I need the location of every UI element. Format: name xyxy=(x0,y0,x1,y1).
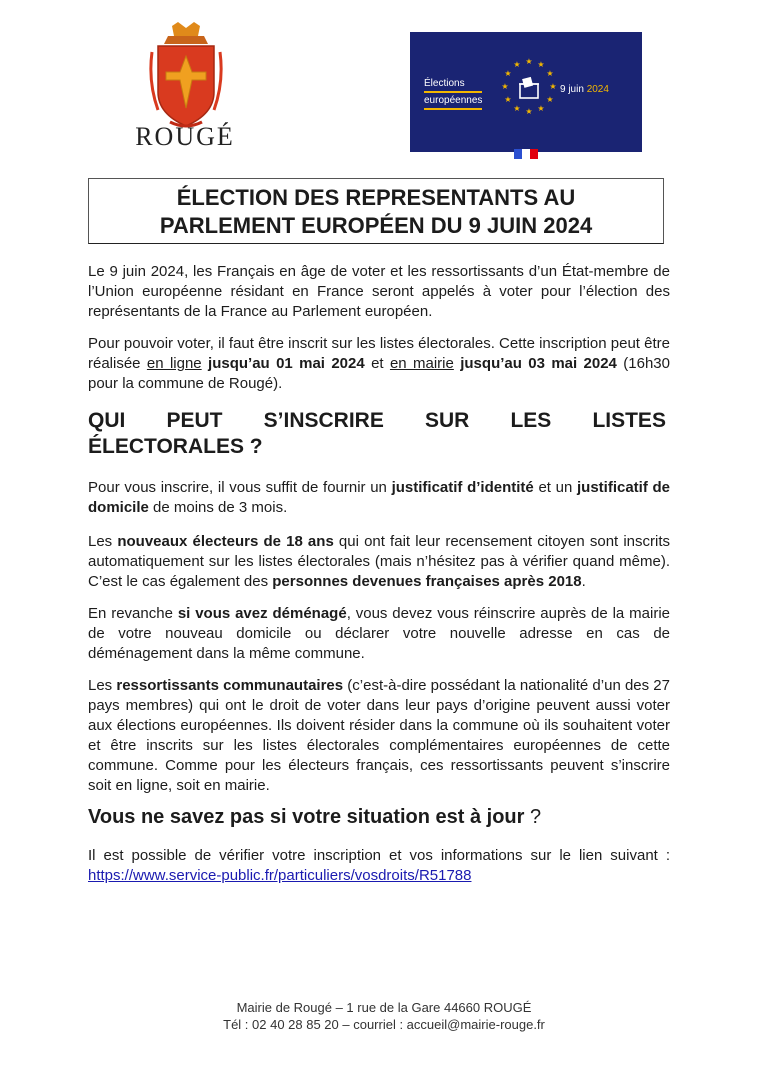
svg-text:★: ★ xyxy=(537,60,545,69)
rouge-coat-of-arms-logo xyxy=(148,22,224,132)
banner-elections-line2: européennes xyxy=(424,95,482,110)
justif-text-3: de moins de 3 mois. xyxy=(148,499,288,516)
new-voters-bold-2: personnes devenues françaises après 2018 xyxy=(272,573,582,590)
justif-text-1: Pour vous inscrire, il vous suffit de fournir un xyxy=(88,479,392,496)
footer-contact: Tél : 02 40 28 85 20 – courriel : accueil@mairie-rouge.fr xyxy=(223,1017,545,1032)
french-republic-flag-icon xyxy=(514,146,538,156)
banner-elections-line1: Élections xyxy=(424,78,482,93)
heading-who-line-1 xyxy=(88,408,666,434)
svg-text:★: ★ xyxy=(546,69,554,78)
eu-nationals-text-2: (c’est-à-dire possédant la nationalité d’un des 27 pays membres) qui ont le droit de voter dans leur pays d’origine peuvent aussi voter aux élections européennes. Ils doivent résider dans la commune où ils souhaitent voter et être inscrits sur les listes électorales complémentaires européennes de cette commune. Comme pour les électeurs français, ces ressortissants peuvent s’inscrire soit en ligne, soit en mairie. xyxy=(88,677,670,794)
verify-text: Il est possible de vérifier votre inscription et vos informations sur le lien suivant : xyxy=(88,847,670,864)
heading-word: SUR xyxy=(424,409,470,432)
svg-text:★: ★ xyxy=(546,95,554,104)
inscription-online-link[interactable]: en ligne xyxy=(146,355,202,372)
heading-word: LES xyxy=(510,409,552,432)
verify-paragraph xyxy=(88,846,670,886)
banner-elections-label xyxy=(424,78,482,112)
inscription-mairie-link[interactable]: en mairie xyxy=(389,355,454,372)
justif-text-2: et un xyxy=(533,479,577,496)
service-public-link[interactable]: https://www.service-public.fr/particuliers/vosdroits/R51788 xyxy=(88,867,472,884)
banner-date xyxy=(560,84,609,95)
new-voters-text-1: Les xyxy=(88,533,118,550)
heading-word: QUI xyxy=(88,409,126,432)
new-voters-text-3: . xyxy=(581,573,586,590)
heading-word: S’INSCRIRE xyxy=(263,409,384,432)
banner-date-day: 9 juin xyxy=(560,84,584,95)
new-voters-bold-1: nouveaux électeurs de 18 ans xyxy=(117,533,334,550)
heading-who-can-register xyxy=(88,408,666,460)
svg-text:★: ★ xyxy=(549,82,557,91)
justificatifs-paragraph xyxy=(88,478,670,518)
title-line-2: PARLEMENT EUROPÉEN DU 9 JUIN 2024 xyxy=(159,213,593,238)
svg-text:★: ★ xyxy=(525,107,533,116)
inscription-text-3: (16h30 pour la commune de Rougé). xyxy=(88,355,670,392)
moved-text-1: En revanche xyxy=(88,605,178,622)
svg-text:★: ★ xyxy=(513,60,521,69)
heading-check-status xyxy=(88,804,666,830)
eu-nationals-text-1: Les xyxy=(88,677,117,694)
footer-address: Mairie de Rougé – 1 rue de la Gare 44660 ROUGÉ xyxy=(236,1000,532,1015)
logo-town-name: ROUGÉ xyxy=(135,122,235,151)
heading-who-line-2: ÉLECTORALES ? xyxy=(88,435,263,458)
heading-check-text: Vous ne savez pas si votre situation est à jour xyxy=(88,806,525,828)
intro-paragraph: Le 9 juin 2024, les Français en âge de voter et les ressortissants d’un État-membre de l’Union européenne résidant en France seront appelés à voter pour l’élection des représentants de la France au Parlement européen. xyxy=(88,263,670,320)
inscription-text-2: et xyxy=(364,355,390,372)
inscription-text-1: Pour pouvoir voter, il faut être inscrit sur les listes électorales. Cette inscription peut être réalisée xyxy=(88,335,670,372)
justif-domicile: justificatif de domicile xyxy=(88,479,671,516)
heading-check-question-mark: ? xyxy=(524,806,542,828)
svg-text:★: ★ xyxy=(537,104,545,113)
inscription-online-deadline: jusqu’au 01 mai 2024 xyxy=(201,355,365,372)
moved-bold: si vous avez déménagé xyxy=(177,605,347,622)
justif-identity: justificatif d’identité xyxy=(391,479,534,496)
eu-nationals-paragraph xyxy=(88,676,670,796)
european-elections-banner xyxy=(410,32,642,152)
svg-text:★: ★ xyxy=(525,57,533,66)
moved-text-2: , vous devez vous réinscrire auprès de la mairie de votre nouveau domicile ou déclarer votre nouvelle adresse en cas de déménagement dans la même commune. xyxy=(88,605,670,662)
inscription-paragraph xyxy=(88,334,670,394)
heading-word: LISTES xyxy=(592,409,666,432)
svg-text:★: ★ xyxy=(504,69,512,78)
svg-text:★: ★ xyxy=(513,104,521,113)
inscription-mairie-deadline: jusqu’au 03 mai 2024 xyxy=(453,355,617,372)
new-voters-paragraph xyxy=(88,532,670,592)
heading-word: PEUT xyxy=(166,409,223,432)
moved-paragraph xyxy=(88,604,670,664)
new-voters-text-2: qui ont fait leur recensement citoyen sont inscrits automatiquement sur les listes électorales (mais n’hésitez pas à vérifier quand même). C’est le cas également des xyxy=(88,533,670,590)
eu-stars-ballot-icon xyxy=(498,56,560,118)
title-box xyxy=(88,178,664,244)
eu-nationals-bold: ressortissants communautaires xyxy=(116,677,344,694)
banner-date-year: 2024 xyxy=(586,84,609,95)
svg-text:★: ★ xyxy=(504,95,512,104)
title-line-1: ÉLECTION DES REPRESENTANTS AU xyxy=(176,185,576,210)
svg-text:★: ★ xyxy=(501,82,509,91)
